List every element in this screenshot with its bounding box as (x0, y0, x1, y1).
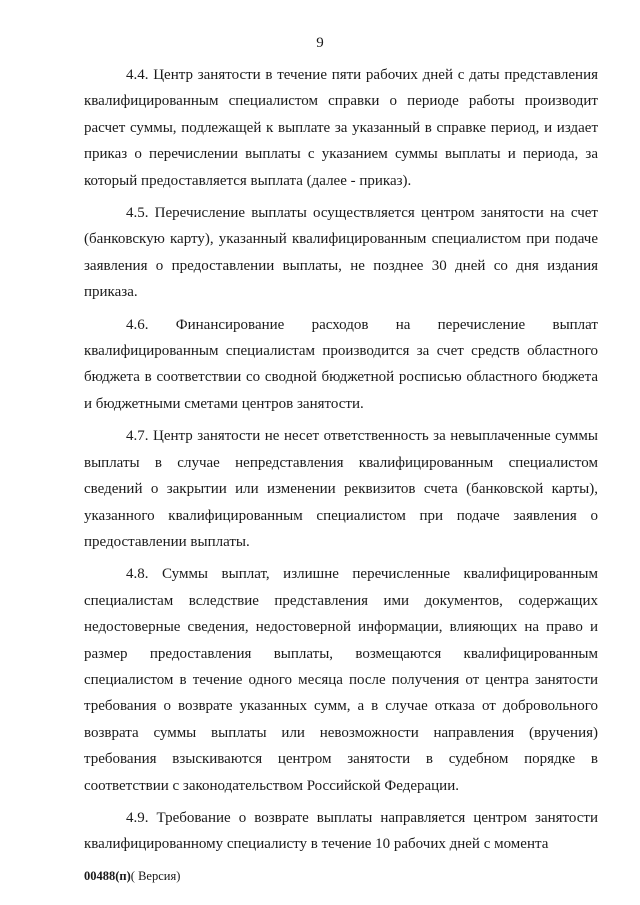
document-body (84, 62, 598, 864)
page-number: 9 (316, 35, 324, 51)
paragraph-4-5: 4.5. Перечисление выплаты осуществляется центром занятости на счет (банковскую карту), указанный квалифицированным специалистом при подаче заявления о предоставлении выплаты, не позднее 30 дней со дня издания приказа. (84, 205, 598, 301)
document-code: 00488(п) (84, 869, 131, 883)
document-version: ( Версия) (130, 869, 181, 883)
paragraph-4-7: 4.7. Центр занятости не несет ответственность за невыплаченные суммы выплаты в случае непредставления квалифицированным специалистом сведений о закрытии или изменении реквизитов счета (банковской карты), указанного квалифицированным специалистом при подаче заявления о предоставлении выплаты. (84, 428, 598, 550)
paragraph-4-9: 4.9. Требование о возврате выплаты направляется центром занятости квалифицированному специалисту в течение 10 рабочих дней с момента (84, 809, 598, 853)
paragraph-4-6: 4.6. Финансирование расходов на перечисление выплат квалифицированным специалистам производится за счет средств областного бюджета в соответствии со сводной бюджетной росписью областного бюджета и бюджетными сметами центров занятости. (84, 316, 598, 412)
paragraph-4-4: 4.4. Центр занятости в течение пяти рабочих дней с даты представления квалифицированным специалистом справки о периоде работы производит расчет суммы, подлежащей к выплате за указанный в справке период, и издает приказ о перечислении выплаты с указанием суммы выплаты и периода, за который предоставляется выплата (далее - приказ). (84, 67, 598, 189)
document-footer (84, 869, 180, 884)
paragraph-4-8: 4.8. Суммы выплат, излишне перечисленные квалифицированным специалистам вследствие представления ими документов, содержащих недостоверные сведения, недостоверной информации, влияющих на право и размер предоставления выплаты, возмещаются квалифицированным специалистом в течение одного месяца после получения от центра занятости требования о возврате указанных сумм, а в случае отказа от добровольного возврата суммы выплаты или невозможности направления (вручения) требования взыскиваются центром занятости в судебном порядке в соответствии с законодательством Российской Федерации. (84, 566, 598, 794)
